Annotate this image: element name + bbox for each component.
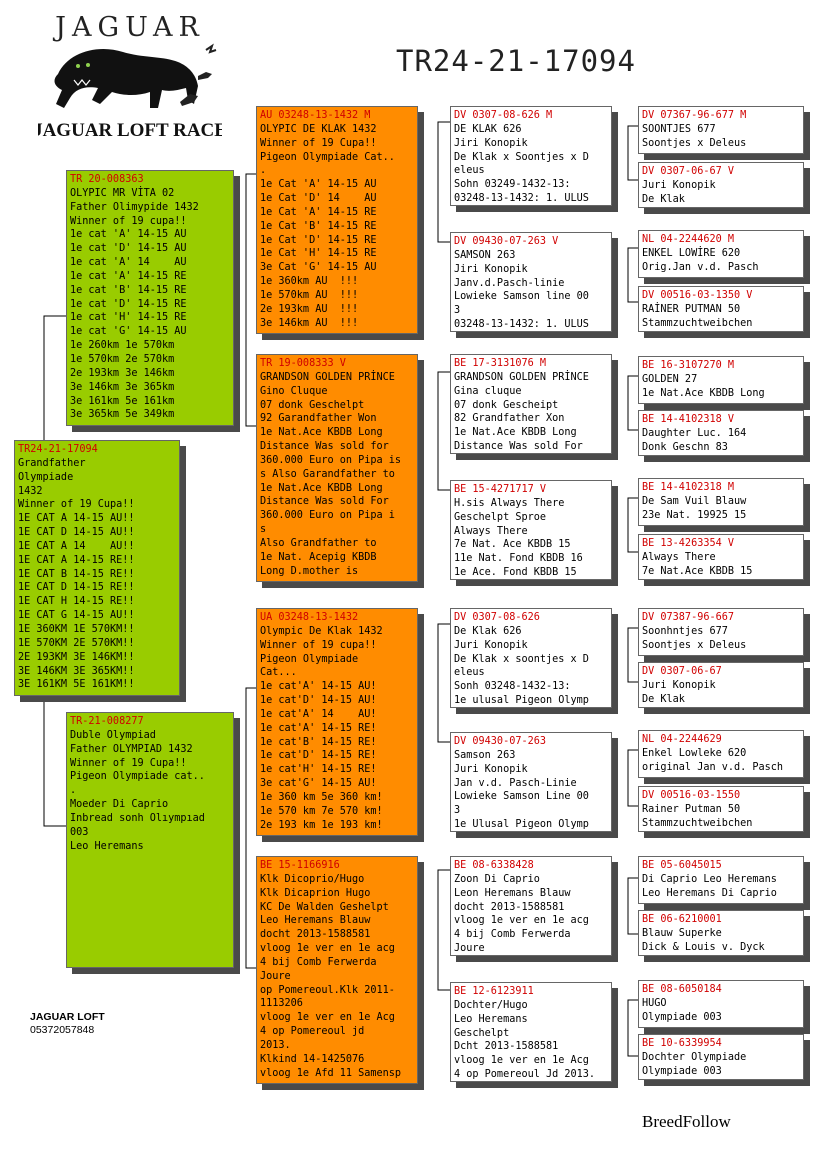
grandparent-card [256, 106, 418, 334]
pedigree-line: 1E CAT A 14-15 AU!! [18, 513, 135, 525]
pedigree-line: HUGO [642, 997, 667, 1009]
pedigree-line: 1e ulusal Pigeon Olymp [454, 695, 589, 707]
pedigree-line: 1e Nat.Ace KBDB Long [260, 427, 383, 439]
pedigree-line: De Klak x soontjes x D [454, 653, 589, 665]
pedigree-line: Father OLYMPIAD 1432 [70, 743, 193, 755]
ring-number: BE 12-6123911 [454, 986, 534, 997]
ring-number: UA 03248-13-1432 [260, 612, 359, 623]
pedigree-line: 1e cat'D' 14-15 AU! [260, 695, 377, 707]
great-grandparent-card [450, 982, 612, 1082]
pedigree-line: 3e Cat 'G' 14-15 AU [260, 262, 377, 274]
pedigree-line: op Pomereoul.Klk 2011- [260, 984, 395, 996]
pedigree-line: Father Olimypide 1432 [70, 201, 199, 213]
ring-number: BE 14-4102318 V [642, 414, 735, 425]
pedigree-line: 3e 161km 5e 161km [70, 395, 175, 407]
pedigree-line: 003 [70, 826, 89, 838]
pedigree-line: Leon Heremans Blauw [454, 887, 571, 899]
dam-card [66, 712, 234, 968]
pedigree-line: Orig.Jan v.d. Pasch [642, 261, 759, 273]
pedigree-line: s [260, 524, 267, 536]
pedigree-line: Olympic De Klak 1432 [260, 625, 383, 637]
pedigree-line: Juri Konopik [642, 179, 716, 191]
pedigree-line: De Sam Vuil Blauw [642, 495, 747, 507]
pedigree-line: 1e cat 'A' 14-15 AU [70, 229, 187, 241]
pedigree-line: Also Grandfather to [260, 537, 377, 549]
pedigree-line: Cat... [260, 667, 297, 679]
grandparent-card [256, 856, 418, 1084]
pedigree-line: Winner of 19 Cupa!! [18, 499, 135, 511]
pedigree-line: 1e Ace. Fond KBDB 15 [454, 567, 577, 579]
great-grandparent-card [450, 732, 612, 832]
pedigree-line: GRANDSON GOLDEN PRİNCE [454, 371, 589, 383]
pedigree-line: Leo Heremans Di Caprio [642, 887, 777, 899]
pedigree-line: Stammzuchtweibchen [642, 317, 753, 329]
pedigree-line: 1e 360km AU !!! [260, 276, 359, 288]
pedigree-line: eleus [454, 165, 485, 177]
pedigree-line: Distance Was sold For [260, 496, 389, 508]
gg-grandparent-card [638, 980, 804, 1028]
pedigree-line: Jiri Konopik [454, 137, 528, 149]
pedigree-line: Samson 263 [454, 749, 516, 761]
ring-number: BE 13-4263354 V [642, 538, 735, 549]
pedigree-line: 1e cat'D' 14-15 RE! [260, 750, 377, 762]
pedigree-line: 3e cat'G' 14-15 AU! [260, 778, 377, 790]
pedigree-line: KC De Walden Geshelpt [260, 901, 389, 913]
pedigree-line: 1432 [18, 485, 43, 497]
pedigree-line: Winner of 19 Cupa!! [260, 137, 377, 149]
gg-grandparent-card [638, 230, 804, 278]
pedigree-line: Geschelpt [454, 1027, 510, 1039]
pedigree-line: vloog 1e ver en 1e acg [260, 943, 395, 955]
ring-number: DV 0307-06-67 [642, 666, 722, 677]
pedigree-line: 3 [454, 305, 461, 317]
pedigree-line: 4 op Pomereoul jd [260, 1026, 365, 1038]
pedigree-line: 1e Nat. Acepig KBDB [260, 551, 377, 563]
ring-number: DV 0307-06-67 V [642, 166, 735, 177]
pedigree-line: De Klak [642, 193, 685, 205]
pedigree-line: Di Caprio Leo Heremans [642, 873, 777, 885]
pedigree-line: 1E CAT G 14-15 AU!! [18, 610, 135, 622]
pedigree-line: Klkind 14-1425076 [260, 1053, 365, 1065]
pedigree-line: 1e cat'A' 14 AU! [260, 708, 377, 720]
pedigree-line: Klk Dicoprio/Hugo [260, 873, 365, 885]
pedigree-line: Janv.d.Pasch-linie [454, 277, 565, 289]
ring-number: NL 04-2244629 [642, 734, 722, 745]
pedigree-line: SOONTJES 677 [642, 123, 716, 135]
ring-number: DV 07367-96-677 M [642, 110, 747, 121]
pedigree-line: 1e cat'H' 14-15 RE! [260, 764, 377, 776]
pedigree-line: Daughter Luc. 164 [642, 427, 747, 439]
ring-number: BE 15-1166916 [260, 860, 340, 871]
gg-grandparent-card [638, 662, 804, 708]
pedigree-line: Olympiade 003 [642, 1011, 722, 1023]
pedigree-line: 07 donk Geschelpt [260, 399, 365, 411]
pedigree-line: Duble Olympiad [70, 729, 156, 741]
pedigree-line: 1E CAT D 14-15 RE!! [18, 582, 135, 594]
pedigree-line: Gino Cluque [260, 385, 328, 397]
ring-number: DV 00516-03-1350 V [642, 290, 753, 301]
pedigree-line: 3e 146km AU !!! [260, 317, 359, 329]
pedigree-line: Inbread sonh Olıympıad [70, 812, 205, 824]
ring-number: DV 0307-08-626 M [454, 110, 553, 121]
pedigree-line: Lowieke Samson Line 00 [454, 791, 589, 803]
pedigree-line: Geschelpt Sproe [454, 511, 547, 523]
pedigree-line: GRANDSON GOLDEN PRİNCE [260, 371, 395, 383]
pedigree-line: 3 [454, 805, 461, 817]
pedigree-line: 1E 570KM 2E 570KM!! [18, 637, 135, 649]
gg-grandparent-card [638, 162, 804, 208]
pedigree-line: 92 Garandfather Won [260, 413, 377, 425]
pedigree-line: 1e cat 'A' 14-15 RE [70, 270, 187, 282]
pedigree-line: . [260, 165, 267, 177]
pedigree-line: Lowieke Samson line 00 [454, 291, 589, 303]
pedigree-line: 1E CAT A 14-15 RE!! [18, 554, 135, 566]
pedigree-line: Pigeon Olympiade cat.. [70, 771, 205, 783]
pedigree-line: RAİNER PUTMAN 50 [642, 303, 741, 315]
gg-grandparent-card [638, 106, 804, 154]
pedigree-line: Dcht 2013-1588581 [454, 1041, 559, 1053]
pedigree-line: vloog 1e ver en 1e Acg [454, 1055, 589, 1067]
logo-bottom-text: JAGUAR LOFT RACE [38, 120, 222, 141]
ring-number: TR-21-008277 [70, 716, 144, 727]
pedigree-line: 23e Nat. 19925 15 [642, 509, 747, 521]
pedigree-line: H.sis Always There [454, 497, 565, 509]
pedigree-line: 1e 570km AU !!! [260, 289, 359, 301]
ring-number: TR 20-008363 [70, 174, 144, 185]
gg-grandparent-card [638, 856, 804, 904]
pedigree-line: 7e Nat. Ace KBDB 15 [454, 539, 571, 551]
pedigree-line: 1e Nat.Ace KBDB Long [454, 427, 577, 439]
pedigree-line: SAMSON 263 [454, 249, 516, 261]
pedigree-line: Distance Was sold for [260, 441, 389, 453]
pedigree-line: Rainer Putman 50 [642, 803, 741, 815]
pedigree-line: 11e Nat. Fond KBDB 16 [454, 553, 583, 565]
pedigree-line: docht 2013-1588581 [454, 901, 565, 913]
pedigree-line: Grandfather [18, 457, 86, 469]
pedigree-line: 1e Cat 'D' 14 AU [260, 193, 377, 205]
pedigree-line: OLYPIC MR VİTA 02 [70, 187, 175, 199]
gg-grandparent-card [638, 410, 804, 456]
ring-number: BE 16-3107270 M [642, 360, 735, 371]
ring-number: NL 04-2244620 M [642, 234, 735, 245]
pedigree-line: 1e Cat 'A' 14-15 AU [260, 179, 377, 191]
pedigree-line: Soontjes x Deleus [642, 137, 747, 149]
gg-grandparent-card [638, 286, 804, 332]
gg-grandparent-card [638, 910, 804, 956]
pedigree-line: 3e 365km 5e 349km [70, 409, 175, 421]
pedigree-line: vloog 1e ver en 1e acg [454, 915, 589, 927]
pedigree-line: 1113206 [260, 998, 303, 1010]
pedigree-line: . [70, 785, 77, 797]
pedigree-line: 7e Nat.Ace KBDB 15 [642, 565, 753, 577]
gg-grandparent-card [638, 356, 804, 404]
pedigree-line: 1e cat 'H' 14-15 RE [70, 312, 187, 324]
pedigree-line: 1E 360KM 1E 570KM!! [18, 623, 135, 635]
pedigree-line: Joure [454, 943, 485, 955]
pedigree-line: 1e Cat 'A' 14-15 RE [260, 206, 377, 218]
pedigree-line: 2e 193km AU !!! [260, 303, 359, 315]
pedigree-line: Dochter Olympiade [642, 1051, 747, 1063]
pedigree-line: Winner of 19 cupa!! [70, 215, 187, 227]
pedigree-line: Winner of 19 Cupa!! [70, 757, 187, 769]
pedigree-line: Moeder Di Caprio [70, 799, 169, 811]
great-grandparent-card [450, 856, 612, 956]
pedigree-line: Dick & Louis v. Dyck [642, 941, 765, 953]
pedigree-line: 1E CAT A 14 AU!! [18, 540, 135, 552]
pedigree-line: 03248-13-1432: 1. ULUS [454, 193, 589, 205]
pedigree-line: Klk Dicaprion Hugo [260, 887, 371, 899]
pedigree-line: ENKEL LOWİRE 620 [642, 247, 741, 259]
pedigree-line: 1e cat 'D' 14-15 AU [70, 243, 187, 255]
ring-number: BE 15-4271717 V [454, 484, 547, 495]
pedigree-line: De Klak x Soontjes x D [454, 151, 589, 163]
logo-top-text: JAGUAR [55, 12, 205, 43]
pedigree-line: Blauw Superke [642, 927, 722, 939]
grandparent-card [256, 354, 418, 582]
pedigree-line: 2E 193KM 3E 146KM!! [18, 651, 135, 663]
pedigree-line: 2013. [260, 1039, 291, 1051]
great-grandparent-card [450, 480, 612, 580]
gg-grandparent-card [638, 608, 804, 656]
ring-number: BE 17-3131076 M [454, 358, 547, 369]
ring-number: BE 06-6210001 [642, 914, 722, 925]
pedigree-line: 07 donk Gescheipt [454, 399, 559, 411]
pedigree-line: 4 op Pomereoul Jd 2013. [454, 1069, 596, 1081]
pedigree-line: Enkel Lowleke 620 [642, 747, 747, 759]
pedigree-line: Juri Konopik [454, 639, 528, 651]
pedigree-line: Always There [454, 525, 528, 537]
brand-footer: BreedFollow [642, 1112, 731, 1131]
pedigree-line: 1e cat 'B' 14-15 RE [70, 284, 187, 296]
pedigree-line: 2e 193km 3e 146km [70, 367, 175, 379]
ring-number: BE 05-6045015 [642, 860, 722, 871]
ring-number: BE 08-6338428 [454, 860, 534, 871]
gg-grandparent-card [638, 730, 804, 778]
gg-grandparent-card [638, 1034, 804, 1080]
pedigree-line: 3E 161KM 5E 161KM!! [18, 679, 135, 691]
loft-name: JAGUAR LOFT [30, 1011, 105, 1023]
pedigree-line: 82 Grandfather Xon [454, 413, 565, 425]
pedigree-line: Distance Was sold For [454, 441, 583, 453]
pedigree-line: Soonhntjes 677 [642, 625, 728, 637]
pedigree-line: Olympiade [18, 471, 74, 483]
pedigree-line: 1e cat'A' 14-15 RE! [260, 722, 377, 734]
jaguar-logo [38, 4, 222, 154]
loft-contact [30, 1011, 105, 1037]
pedigree-line: Winner of 19 cupa!! [260, 639, 377, 651]
gg-grandparent-card [638, 534, 804, 580]
pedigree-line: 1e Cat 'B' 14-15 RE [260, 220, 377, 232]
ring-number: BE 08-6050184 [642, 984, 722, 995]
pedigree-line: Sonh 03248-1432-13: [454, 681, 571, 693]
pedigree-line: Joure [260, 970, 291, 982]
pedigree-line: DE KLAK 626 [454, 123, 522, 135]
pedigree-line: 1E CAT D 14-15 AU!! [18, 527, 135, 539]
grandparent-card [256, 608, 418, 836]
ring-number: BE 14-4102318 M [642, 482, 735, 493]
pedigree-line: Leo Heremans [70, 840, 144, 852]
pedigree-line: 1E CAT B 14-15 RE!! [18, 568, 135, 580]
pedigree-line: 4 bij Comb Ferwerda [260, 956, 377, 968]
pedigree-line: Always There [642, 551, 716, 563]
pedigree-line: 1e cat 'D' 14-15 RE [70, 298, 187, 310]
pedigree-line: 1e Nat.Ace KBDB Long [642, 387, 765, 399]
pedigree-line: Leo Heremans Blauw [260, 915, 371, 927]
ring-number: TR24-21-17094 [18, 444, 98, 455]
sire-card [66, 170, 234, 426]
pedigree-line: original Jan v.d. Pasch [642, 761, 784, 773]
pedigree-line: Juri Konopik [454, 763, 528, 775]
pedigree-line: vloog 1e ver en 1e Acg [260, 1012, 395, 1024]
loft-phone: 05372057848 [30, 1024, 95, 1036]
pedigree-line: 3e 146km 3e 365km [70, 381, 175, 393]
pedigree-line: vloog 1e Afd 11 Samensp [260, 1067, 402, 1079]
pedigree-line: 1e 360 km 5e 360 km! [260, 791, 383, 803]
pedigree-line: 1e cat 'G' 14-15 AU [70, 326, 187, 338]
pedigree-line: 1e Nat.Ace KBDB Long [260, 482, 383, 494]
pedigree-line: 1E CAT H 14-15 RE!! [18, 596, 135, 608]
great-grandparent-card [450, 608, 612, 708]
pedigree-line: OLYPIC DE KLAK 1432 [260, 123, 377, 135]
pedigree-line: 4 bij Comb Ferwerda [454, 929, 571, 941]
pedigree-line: GOLDEN 27 [642, 373, 698, 385]
gg-grandparent-card [638, 478, 804, 526]
ring-number: DV 09430-07-263 [454, 736, 547, 747]
ring-number: DV 09430-07-263 V [454, 236, 559, 247]
pedigree-line: 1e 260km 1e 570km [70, 340, 175, 352]
pedigree-line: 1e Ulusal Pigeon Olymp [454, 819, 589, 831]
subject-pigeon-card [14, 440, 180, 696]
pedigree-line: De Klak [642, 693, 685, 705]
pedigree-line: 1e cat'A' 14-15 AU! [260, 681, 377, 693]
pedigree-line: 1e Cat 'D' 14-15 RE [260, 234, 377, 246]
pedigree-line: eleus [454, 667, 485, 679]
ring-number: TR 19-008333 V [260, 358, 346, 369]
great-grandparent-card [450, 232, 612, 332]
pedigree-line: Sohn 03249-1432-13: [454, 179, 571, 191]
pedigree-line: Dochter/Hugo [454, 999, 528, 1011]
page-title: TR24-21-17094 [396, 44, 636, 78]
pedigree-line: Gina cluque [454, 385, 522, 397]
pedigree-line: Jan v.d. Pasch-Linie [454, 777, 577, 789]
great-grandparent-card [450, 106, 612, 206]
ring-number: DV 00516-03-1550 [642, 790, 741, 801]
pedigree-line: Soontjes x Deleus [642, 639, 747, 651]
pedigree-line: Juri Konopik [642, 679, 716, 691]
pedigree-line: s Also Garandfather to [260, 468, 395, 480]
ring-number: DV 0307-08-626 [454, 612, 540, 623]
great-grandparent-card [450, 354, 612, 454]
pedigree-line: 360.000 Euro on Pipa is [260, 454, 402, 466]
pedigree-line: 2e 193 km 1e 193 km! [260, 819, 383, 831]
pedigree-line: Pigeon Olympiade Cat.. [260, 151, 395, 163]
pedigree-line: 1e 570km 2e 570km [70, 353, 175, 365]
pedigree-line: Zoon Di Caprio [454, 873, 540, 885]
pedigree-line: Pigeon Olympiade [260, 653, 359, 665]
pedigree-line: 3E 146KM 3E 365KM!! [18, 665, 135, 677]
pedigree-line: 360.000 Euro on Pipa i [260, 510, 395, 522]
pedigree-line: De Klak 626 [454, 625, 522, 637]
pedigree-line: Olympiade 003 [642, 1065, 722, 1077]
pedigree-line: 1e 570 km 7e 570 km! [260, 805, 383, 817]
pedigree-line: docht 2013-1588581 [260, 929, 371, 941]
pedigree-line: 1e Cat 'H' 14-15 RE [260, 248, 377, 260]
pedigree-line: 1e cat 'A' 14 AU [70, 257, 187, 269]
gg-grandparent-card [638, 786, 804, 832]
pedigree-line: 03248-13-1432: 1. ULUS [454, 319, 589, 331]
ring-number: DV 07387-96-667 [642, 612, 735, 623]
pedigree-line: Long D.mother is [260, 565, 359, 577]
ring-number: BE 10-6339954 [642, 1038, 722, 1049]
pedigree-line: Leo Heremans [454, 1013, 528, 1025]
pedigree-line: Donk Geschn 83 [642, 441, 728, 453]
pedigree-line: Stammzuchtweibchen [642, 817, 753, 829]
pedigree-line: Jiri Konopik [454, 263, 528, 275]
pedigree-line: 1e cat'B' 14-15 RE! [260, 736, 377, 748]
ring-number: AU 03248-13-1432 M [260, 110, 371, 121]
